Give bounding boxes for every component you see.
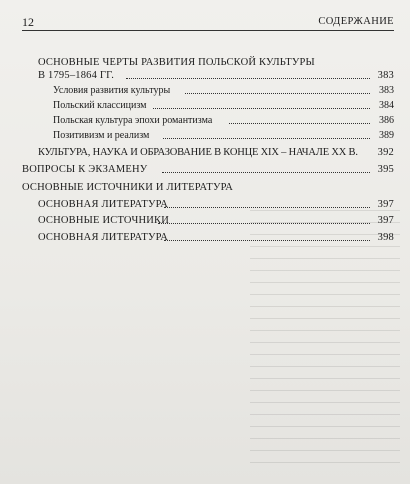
toc-culture-title: КУЛЬТУРА, НАУКА И ОБРАЗОВАНИЕ В КОНЦЕ XIX – НАЧАЛЕ XX В. [38,147,358,158]
toc-entry [22,181,394,194]
toc-page-number: 397 [377,199,394,210]
toc-page-number: 383 [379,85,394,96]
toc-entry [53,84,394,97]
toc-page-number: 384 [379,100,394,111]
toc-page-number: 395 [377,164,394,175]
toc-entry-label: Польская культура эпохи романтизма [53,115,213,126]
leader-dots [164,207,370,208]
toc-page-number: 389 [379,130,394,141]
toc-page-number: 392 [377,147,394,158]
toc-entry-label: ОСНОВНАЯ ЛИТЕРАТУРА [38,199,169,210]
toc-entry-label: Условия развития культуры [53,85,171,96]
leader-dots [185,93,370,94]
toc-entry [53,114,394,127]
toc-entry [22,163,394,176]
toc-entry [53,129,394,142]
leader-dots [163,138,370,139]
leader-dots [126,78,370,79]
leader-dots [229,123,370,124]
toc-polish-culture-title: ОСНОВНЫЕ ЧЕРТЫ РАЗВИТИЯ ПОЛЬСКОЙ КУЛЬТУРЫ [38,57,315,68]
toc-page-number: 383 [377,70,394,81]
toc-entry [53,99,394,112]
toc-polish-culture-title-cont: В 1795–1864 ГГ. [38,70,115,81]
leader-dots [164,240,370,241]
toc-entry-label: Позитивизм и реализм [53,130,150,141]
leader-dots [158,223,370,224]
toc-entry-label: Польский классицизм [53,100,147,111]
toc-entry [38,146,394,159]
toc-entry-label: ОСНОВНАЯ ЛИТЕРАТУРА [38,232,169,243]
toc-page-number: 398 [377,232,394,243]
toc-exam-title: ВОПРОСЫ К ЭКЗАМЕНУ [22,164,148,175]
leader-dots [162,172,370,173]
page-number: 12 [22,15,34,29]
toc-entry-label: ОСНОВНЫЕ ИСТОЧНИКИ [38,215,170,226]
bleed-through-texture [250,210,400,480]
running-head: СОДЕРЖАНИЕ [318,16,394,27]
toc-entry [38,231,394,244]
toc-entry [38,198,394,211]
toc-sources-title: ОСНОВНЫЕ ИСТОЧНИКИ И ЛИТЕРАТУРА [22,182,234,193]
page-header [22,8,394,31]
toc-page-number: 397 [377,215,394,226]
toc-entry [38,69,394,82]
leader-dots [153,108,370,109]
toc-page-number: 386 [379,115,394,126]
toc-entry [38,214,394,227]
